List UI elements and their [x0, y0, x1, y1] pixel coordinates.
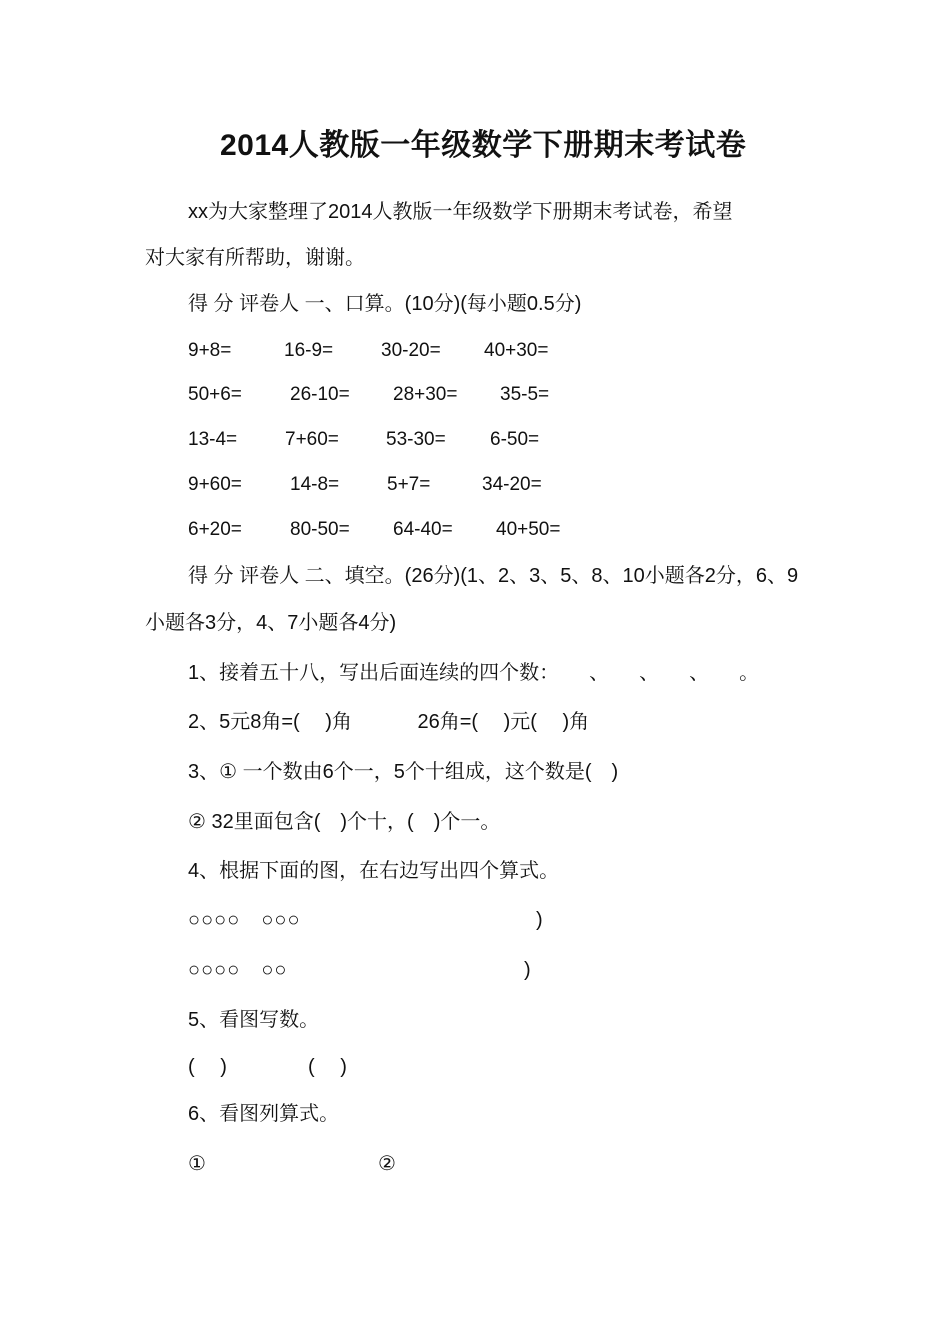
math-item: 28+30= [393, 384, 458, 405]
question-1: 1、接着五十八，写出后面连续的四个数： 、 、 、 。 [188, 662, 760, 684]
math-item: 5+7= [387, 474, 431, 495]
math-item: 34-20= [482, 474, 542, 495]
question-3a: 3、① 一个数由6个一，5个十组成，这个数是( ) [188, 761, 619, 783]
question-4: 4、根据下面的图，在右边写出四个算式。 [188, 860, 560, 882]
math-item: 13-4= [188, 429, 238, 450]
math-item: 7+60= [285, 429, 339, 450]
math-item: 40+50= [496, 519, 561, 540]
question-5: 5、看图写数。 [188, 1009, 320, 1031]
math-item: 6-50= [490, 429, 540, 450]
math-item: 26-10= [290, 384, 350, 405]
answer-paren-2: ) [524, 959, 531, 981]
answer-blank-b: ( ) [308, 1056, 347, 1078]
intro-line-2: 对大家有所帮助，谢谢。 [145, 247, 365, 269]
math-item: 80-50= [290, 519, 350, 540]
circle-figure-row-2: ○○○○ ○○ [188, 959, 288, 981]
math-item: 16-9= [284, 340, 334, 361]
math-item: 35-5= [500, 384, 550, 405]
math-item: 64-40= [393, 519, 453, 540]
question-2: 2、5元8角=( )角 26角=( )元( )角 [188, 711, 590, 733]
intro-line-1: xx为大家整理了2014人教版一年级数学下册期末考试卷，希望 [188, 201, 733, 223]
question-6: 6、看图列算式。 [188, 1103, 340, 1125]
circle-figure-row-1: ○○○○ ○○○ [188, 909, 301, 931]
math-item: 30-20= [381, 340, 441, 361]
answer-blank-a: ( ) [188, 1056, 227, 1078]
math-item: 53-30= [386, 429, 446, 450]
section2-heading-line-2: 小题各3分，4、7小题各4分) [145, 612, 397, 634]
answer-paren-1: ) [536, 909, 543, 931]
math-item: 14-8= [290, 474, 340, 495]
section1-heading: 得 分 评卷人 一、口算。(10分)(每小题0.5分) [188, 293, 582, 315]
section2-heading-line-1: 得 分 评卷人 二、填空。(26分)(1、2、3、5、8、10小题各2分，6、9 [188, 565, 799, 587]
question-3b: ② 32里面包含( )个十，( )个一。 [188, 811, 501, 833]
math-item: 40+30= [484, 340, 549, 361]
math-item: 9+8= [188, 340, 232, 361]
math-item: 9+60= [188, 474, 242, 495]
math-item: 50+6= [188, 384, 242, 405]
figure-marker-1: ① [188, 1153, 206, 1175]
math-item: 6+20= [188, 519, 242, 540]
figure-marker-2: ② [378, 1153, 396, 1175]
page-title: 2014人教版一年级数学下册期末考试卷 [220, 129, 747, 162]
